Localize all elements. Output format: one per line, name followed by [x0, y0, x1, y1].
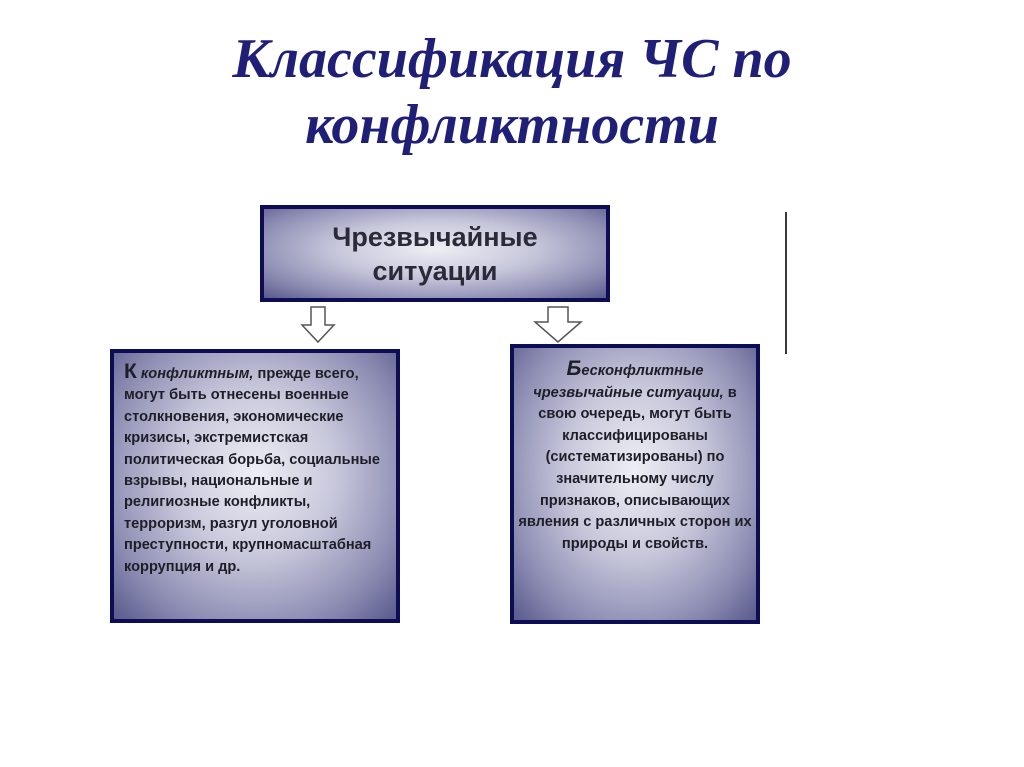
nonconflict-first-letter: Б	[566, 357, 582, 380]
conflict-first-letter: К	[124, 360, 137, 383]
nonconflict-emphasis: есконфликтные чрезвычайные ситуации,	[533, 363, 724, 401]
slide-title	[0, 26, 1024, 158]
nonconflict-node-box	[510, 344, 760, 624]
root-node-line-1: Чрезвычайные	[332, 221, 538, 252]
conflict-node-text	[124, 361, 388, 578]
down-arrow-right-icon	[533, 306, 583, 344]
slide-title-line-2: конфликтности	[305, 94, 719, 156]
root-node-line-2: ситуации	[372, 255, 498, 286]
root-node-box	[260, 205, 610, 302]
root-node-label	[332, 220, 537, 288]
down-arrow-left-icon	[300, 306, 336, 344]
nonconflict-node-text	[518, 358, 752, 555]
conflict-description: прежде всего, могут быть отнесены военные столкновения, экономические кризисы, экстремистская политическая борьба, социальные взрывы, национальные и религиозные конфликты, терроризм, разгул уголовной преступности, крупномасштабная коррупция и др.	[124, 366, 381, 575]
nonconflict-description: в свою очередь, могут быть классифицированы (систематизированы) по значительному числу признаков, описывающих явления с различных сторон их природы и свойств.	[518, 384, 752, 552]
vertical-divider-line	[785, 212, 787, 354]
conflict-emphasis: конфликтным,	[140, 366, 254, 382]
conflict-node-box	[110, 349, 400, 623]
slide-title-line-1: Классификация ЧС по	[232, 28, 792, 90]
